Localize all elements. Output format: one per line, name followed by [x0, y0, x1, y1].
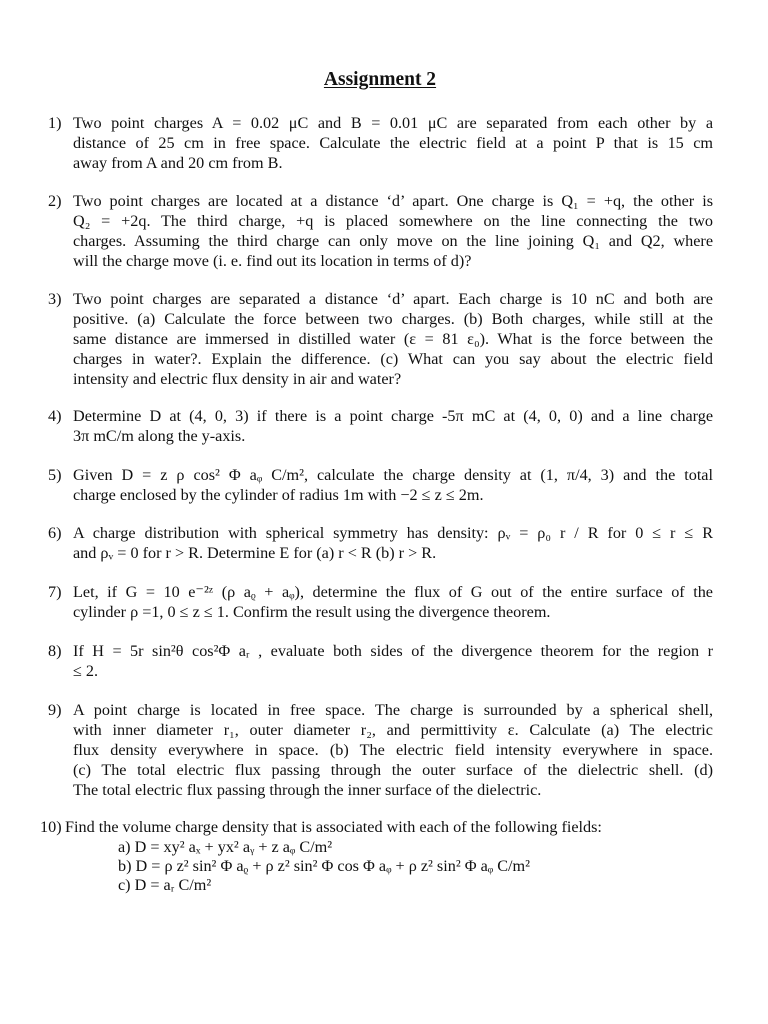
question-line: will the charge move (i. e. find out its location in terms of d)? [73, 252, 472, 270]
question-line: intensity and electric flux density in air and water? [73, 370, 402, 388]
question-line: Find the volume charge density that is associated with each of the following fields: [65, 818, 602, 836]
question-line: with inner diameter r₁, outer diameter r₂, and permittivity ε. Calculate (a) The electric [73, 721, 713, 739]
question-line: Two point charges A = 0.02 μC and B = 0.01 μC are separated from each other by a [73, 114, 713, 132]
question-number: 5) [48, 466, 62, 484]
question-line: The total electric flux passing through the inner surface of the dielectric. [73, 781, 542, 799]
question-line: charges. Assuming the third charge can only move on the line joining Q₁ and Q2, where [73, 232, 713, 250]
question-line: Q₂ = +2q. The third charge, +q is placed somewhere on the line connecting the two [73, 212, 713, 230]
question-line: Given D = z ρ cos² Φ aᵩ C/m², calculate the charge density at (1, π/4, 3) and the total [73, 466, 713, 484]
question-line: 3π mC/m along the y-axis. [73, 427, 246, 445]
question-line: Determine D at (4, 0, 3) if there is a point charge -5π mC at (4, 0, 0) and a line charge [73, 407, 713, 425]
question-line: flux density everywhere in space. (b) The electric field intensity everywhere in space. [73, 741, 713, 759]
subitem-b: b) D = ρ z² sin² Φ aᵨ + ρ z² sin² Φ cos Φ aᵩ + ρ z² sin² Φ aᵩ C/m² [118, 857, 530, 875]
question-line: distance of 25 cm in free space. Calculate the electric field at a point P that is 15 cm [73, 134, 713, 152]
question-number: 9) [48, 701, 62, 719]
page-title: Assignment 2 [323, 69, 437, 90]
question-line: away from A and 20 cm from B. [73, 154, 283, 172]
question-line: A charge distribution with spherical symmetry has density: ρᵥ = ρ₀ r / R for 0 ≤ r ≤ R [73, 524, 713, 542]
question-line: (c) The total electric flux passing through the outer surface of the dielectric shell. (d) [73, 761, 713, 779]
question-number: 7) [48, 583, 62, 601]
question-line: positive. (a) Calculate the force between two charges. (b) Both charges, while still at the [73, 310, 713, 328]
question-line: charge enclosed by the cylinder of radius 1m with −2 ≤ z ≤ 2m. [73, 486, 484, 504]
question-line: and ρᵥ = 0 for r > R. Determine E for (a) r < R (b) r > R. [73, 544, 437, 562]
question-line: ≤ 2. [73, 662, 99, 680]
question-number: 3) [48, 290, 62, 308]
question-number: 2) [48, 192, 62, 210]
question-number: 4) [48, 407, 62, 425]
subitem-a: a) D = xy² aₓ + yx² aᵧ + z aᵩ C/m² [118, 838, 333, 856]
question-line: Let, if G = 10 e⁻²ᶻ (ρ aᵨ + aᵩ), determine the flux of G out of the entire surface of the [73, 583, 713, 601]
question-line: A point charge is located in free space. The charge is surrounded by a spherical shell, [73, 701, 713, 719]
question-line: If H = 5r sin²θ cos²Φ aᵣ , evaluate both sides of the divergence theorem for the region r [73, 642, 713, 660]
question-line: Two point charges are located at a distance ‘d’ apart. One charge is Q₁ = +q, the other is [73, 192, 713, 210]
question-line: cylinder ρ =1, 0 ≤ z ≤ 1. Confirm the result using the divergence theorem. [73, 603, 551, 621]
question-number: 8) [48, 642, 62, 660]
question-number: 1) [48, 114, 62, 132]
subitem-c: c) D = aᵣ C/m² [118, 876, 212, 894]
question-line: same distance are immersed in distilled water (ε = 81 ε₀). What is the force between the [73, 330, 713, 348]
question-line: Two point charges are separated a distance ‘d’ apart. Each charge is 10 nC and both are [73, 290, 713, 308]
question-line: charges in water?. Explain the difference. (c) What can you say about the electric field [73, 350, 713, 368]
question-number: 6) [48, 524, 62, 542]
question-number: 10) [40, 818, 62, 836]
